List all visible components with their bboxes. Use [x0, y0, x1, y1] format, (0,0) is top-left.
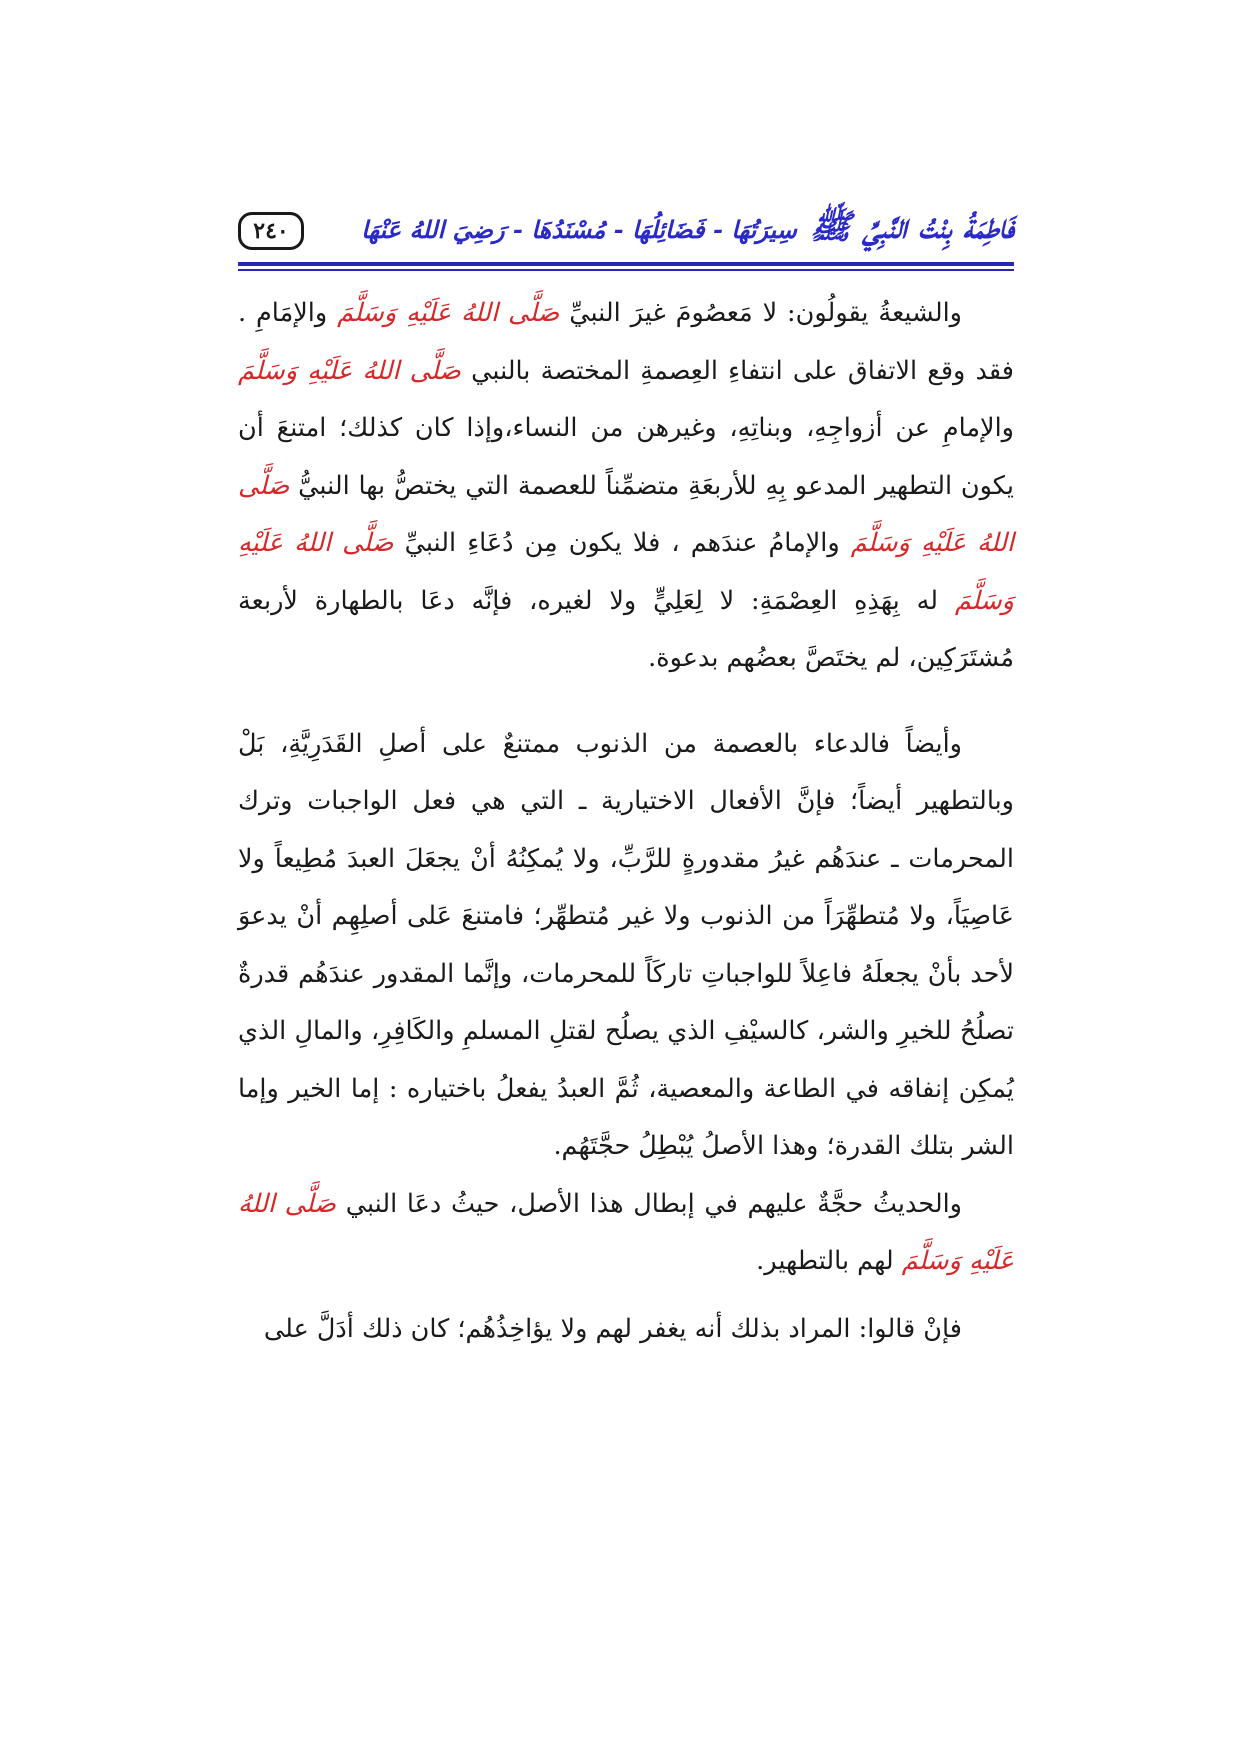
paragraph-3 — [238, 1176, 1014, 1291]
honorific: صَلَّى اللهُ عَلَيْهِ وَسَلَّمَ — [238, 470, 1015, 558]
paragraph-2: وأيضاً فالدعاء بالعصمة من الذنوب ممتنعٌ على أصلِ القَدَرِيَّةِ، بَلْ وبالتطهير أيضاً؛ فإنَّ الأفعال الاختيارية ـ التي هي فعل الواجبات وترك المحرمات ـ عندَهُم غيرُ مقدورةٍ للرَّبِّ، ولا يُمكِنُهُ أنْ يجعَلَ العبدَ مُطِيعاً ولا عَاصِيَاً، ولا مُتطهِّرَاً من الذنوب ولا غير مُتطهِّر؛ فامتنعَ عَلى أصلِهِم أنْ يدعوَ لأحد بأنْ يجعلَهُ فاعِلاً للواجباتِ تاركَاً للمحرمات، وإنَّما المقدور عندَهُم قدرةٌ تصلُحُ للخيرِ والشر، كالسيْفِ الذي يصلُح لقتلِ المسلمِ والكَافِرِ، والمالِ الذي يُمكِن إنفاقه في الطاعة والمعصية، ثُمَّ العبدُ يفعلُ باختياره : إما الخير وإما الشر بتلك القدرة؛ وهذا الأصلُ يُبْطِلُ حجَّتَهُم. — [238, 728, 1014, 1161]
paragraph-text: له بِهَذِهِ العِصْمَةِ: لا لِعَلِيٍّ ولا لغيره، فإنَّه دعَا بالطهارة لأربعة مُشتَرَكِين، لم يختَصَّ بعضُهم بدعوة. — [238, 585, 1014, 673]
page-body — [238, 285, 1014, 1358]
paragraph-text: والإمَامِ . فقد وقع الاتفاق على انتفاءِ العِصمةِ المختصة بالنبي — [238, 298, 1014, 386]
paragraph-text: والإمامِ عن أزواجِهِ، وبناتِهِ، وغيرهن من النساء،وإذا كان كذلك؛ امتنعَ أن يكون التطهير المدعو بِهِ للأربعَةِ متضمِّناً للعصمة التي يختصُّ بها النبيُّ — [238, 413, 1014, 501]
paragraph-text: والشيعةُ يقولُون: لا مَعصُومَ غيرَ النبيِّ — [569, 298, 962, 328]
paragraph-text: والحديثُ حجَّةٌ عليهم في إبطال هذا الأصل، حيثُ دعَا النبي — [345, 1188, 963, 1219]
header-rule-thin — [238, 269, 1014, 271]
book-title: فَاطِمَةُ بِنْتُ النَّبِيِّ ﷺ — [810, 207, 1014, 247]
book-subtitle: سِيرَتُهَا - فَضَائِلُهَا - مُسْنَدُهَا - رَضِيَ اللهُ عَنْهَا — [361, 215, 797, 244]
paragraph-4: فإنْ قالوا: المراد بذلك أنه يغفر لهم ولا يؤاخِذُهُم؛ كان ذلك أدَلَّ على — [263, 1313, 962, 1344]
paragraph-1 — [238, 285, 1014, 688]
running-title — [361, 206, 1014, 256]
paragraph-text: لهم بالتطهير. — [756, 1246, 894, 1276]
paragraph-text: والإمامُ عندَهم ، فلا يكون مِن دُعَاءِ النبيِّ — [404, 528, 840, 558]
page-header — [238, 206, 1014, 270]
page-number-badge: ٢٤٠ — [238, 212, 304, 250]
honorific: صَلَّى اللهُ عَلَيْهِ وَسَلَّمَ — [337, 298, 560, 328]
honorific: صَلَّى اللهُ عَلَيْهِ وَسَلَّمَ — [238, 355, 461, 386]
honorific: صَلَّى اللهُ عَلَيْهِ وَسَلَّمَ — [238, 1188, 1014, 1276]
honorific: صَلَّى اللهُ عَلَيْهِ وَسَلَّمَ — [238, 528, 1014, 616]
header-rule-thick — [238, 262, 1014, 266]
